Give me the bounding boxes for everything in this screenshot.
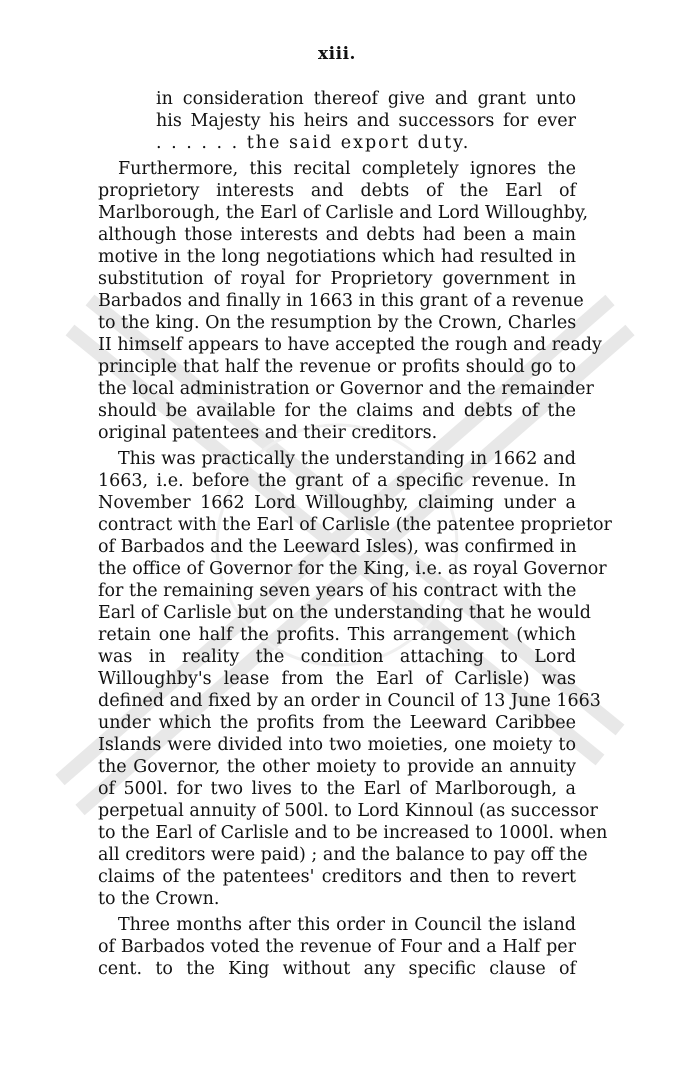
paragraph-line: contract with the Earl of Carlisle (the patentee proprietor [98,515,612,535]
paragraph-line: retain one half the profits. This arrangement (which [98,625,576,645]
paragraph-line: to the Earl of Carlisle and to be increased to 1000l. when [98,823,608,843]
paragraph-line: of Barbados and the Leeward Isles), was confirmed in [98,537,577,557]
paragraph-line: was in reality the condition attaching to Lord [98,647,576,667]
paragraph-line: under which the profits from the Leeward Caribbee [98,713,576,733]
paragraph-line: perpetual annuity of 500l. to Lord Kinnoul (as successor [98,801,598,821]
paragraph-line: Willoughby's lease from the Earl of Carlisle) was [98,669,576,689]
paragraph-line: to the king. On the resumption by the Crown, Charles [98,313,577,333]
paragraph-line: the local administration or Governor and the remainder [98,379,594,399]
paragraph-line: Earl of Carlisle but on the understanding that he would [98,603,591,623]
paragraph-line: This was practically the understanding in 1662 and [118,449,576,469]
paragraph-line: all creditors were paid) ; and the balance to pay off the [98,845,588,865]
paragraph-line: to the Crown. [98,889,220,909]
page-number: xiii. [318,44,356,64]
paragraph-line: principle that half the revenue or profits should go to [98,357,576,377]
paragraph-line: November 1662 Lord Willoughby, claiming under a [98,493,576,513]
paragraph-line: 1663, i.e. before the grant of a specific revenue. In [98,471,576,491]
quote-line: his Majesty his heirs and successors for ever [156,111,576,131]
paragraph-line: original patentees and their creditors. [98,423,438,443]
paragraph-line: Barbados and finally in 1663 in this grant of a revenue [98,291,584,311]
paragraph-line: motive in the long negotiations which had resulted in [98,247,576,267]
paragraph-line: for the remaining seven years of his contract with the [98,581,577,601]
paragraph-line: the office of Governor for the King, i.e. as royal Governor [98,559,607,579]
paragraph-line: II himself appears to have accepted the rough and ready [98,335,602,355]
paragraph-line: Islands were divided into two moieties, one moiety to [98,735,576,755]
paragraph-line: Marlborough, the Earl of Carlisle and Lord Willoughby, [98,203,589,223]
paragraph-line: substitution of royal for Proprietory government in [98,269,576,289]
paragraph-line: should be available for the claims and debts of the [98,401,576,421]
paragraph-line: proprietory interests and debts of the Earl of [98,181,576,201]
paragraph-line: claims of the patentees' creditors and then to revert [98,867,576,887]
paragraph-line: cent. to the King without any specific clause of [98,959,576,979]
quote-line: in consideration thereof give and grant unto [156,89,576,109]
paragraph-line: Furthermore, this recital completely ignores the [118,159,576,179]
paragraph-line: the Governor, the other moiety to provide an annuity [98,757,576,777]
paragraph-line: of 500l. for two lives to the Earl of Marlborough, a [98,779,576,799]
paragraph-line: Three months after this order in Council the island [118,915,576,935]
quote-line: . . . . . . the said export duty. [156,133,471,153]
paragraph-line: although those interests and debts had been a main [98,225,576,245]
paragraph-line: defined and fixed by an order in Council of 13 June 1663 [98,691,601,711]
paragraph-line: of Barbados voted the revenue of Four and a Half per [98,937,576,957]
